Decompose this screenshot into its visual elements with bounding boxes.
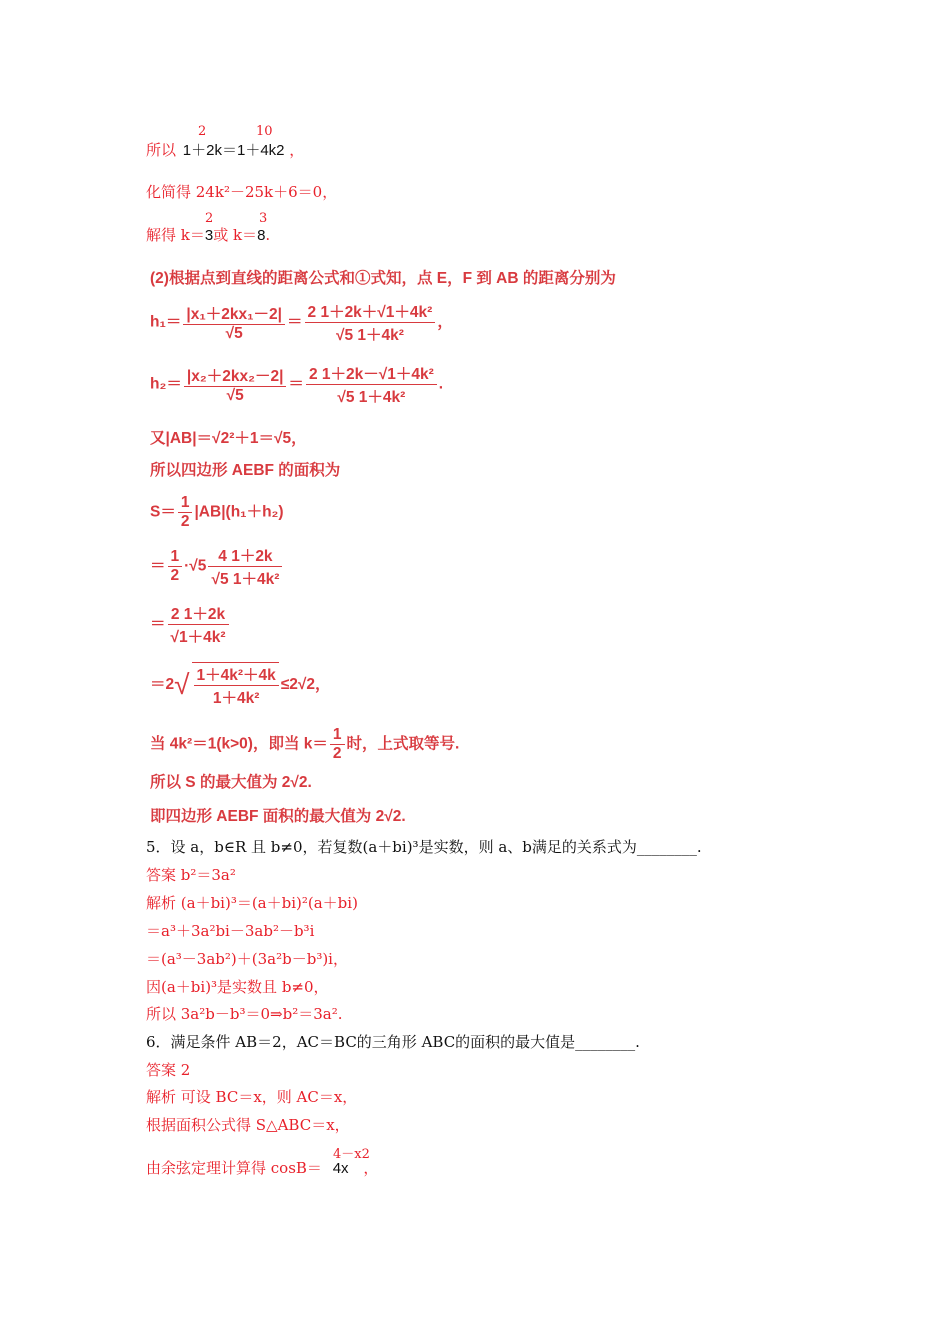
equation-expr: 1＋2k＝1＋4k2 [182, 142, 285, 159]
fraction-numerator: 10 [256, 124, 273, 139]
half-num: 1 [168, 548, 183, 567]
fraction-numerator: 3 [259, 211, 268, 226]
fraction-denominator: 8 [257, 227, 266, 244]
max-value-1: 所以 S 的最大值为 2√2. [150, 774, 312, 791]
half-num: 1 [178, 494, 193, 513]
equality-condition [150, 726, 459, 763]
s4-fraction [192, 662, 279, 708]
q6-answer: 答案 2 [146, 1061, 191, 1079]
h2-equation [150, 362, 443, 407]
half-num: 1 [330, 726, 345, 745]
h2-lhs: h₂＝ [150, 375, 182, 393]
fraction-numerator: 4－x2 [333, 1147, 370, 1162]
s2-numerator: 4 1＋2k [208, 544, 282, 567]
q6-step-1: 根据面积公式得 S△ABC＝x， [146, 1116, 350, 1134]
h1-denominator: √5 [225, 325, 243, 342]
q6-analysis: 解析 可设 BC＝x，则 AC＝x， [146, 1088, 358, 1106]
s3-fraction [168, 602, 229, 647]
fraction-numerator: 2 [198, 124, 207, 139]
half-den: 2 [180, 513, 190, 530]
fraction-numerator: 2 [205, 211, 214, 226]
h1-numerator-2: 2 1＋2k＋√1＋4k² [305, 300, 436, 323]
equation-line [146, 140, 304, 161]
h2-fraction [184, 364, 287, 405]
h1-denominator-2: √5 1＋4k² [335, 327, 404, 344]
q5-step-4: 所以 3a²b－b³＝0⇒b²＝3a². [146, 1005, 343, 1023]
max-value-2: 即四边形 AEBF 面积的最大值为 2√2. [150, 808, 406, 825]
q5-analysis: 解析 (a＋bi)³＝(a＋bi)²(a＋bi) [146, 894, 358, 912]
half-den: 2 [332, 745, 342, 762]
s1-lhs: S＝ [150, 503, 176, 521]
s2-lhs: ＝ [150, 557, 166, 575]
solution-prefix: 解得 k＝ [146, 226, 205, 244]
question-5: 5．设 a，b∈R 且 b≠0，若复数(a＋bi)³是实数，则 a、b满足的关系式为________. [146, 838, 702, 856]
equals-sign: ＝ [287, 313, 303, 331]
s4-numerator: 1＋4k²＋4k [194, 663, 279, 686]
fraction-denominator: 4x [332, 1160, 349, 1177]
s3-lhs: ＝ [150, 615, 166, 633]
equals-sign: ＝ [288, 375, 304, 393]
h1-end: ， [437, 313, 453, 331]
fraction-denominator: 3 [204, 227, 214, 244]
q6-step2-suffix: ， [363, 1159, 379, 1177]
h2-fraction-2 [306, 362, 437, 407]
solution-suffix: . [265, 226, 271, 244]
eq-cond-pre: 当 4k²＝1(k>0)，即当 k＝ [150, 735, 328, 753]
half-fraction [168, 548, 183, 585]
s2-fraction [208, 544, 282, 589]
s3-denominator: √1＋4k² [170, 629, 226, 646]
solution-line [146, 225, 270, 246]
h1-equation [150, 300, 453, 345]
area-line-3 [150, 602, 231, 647]
eq-cond-post: 时，上式取等号. [346, 735, 460, 753]
half-fraction [178, 494, 193, 531]
half-fraction [330, 726, 345, 763]
s4-denominator: 1＋4k² [212, 690, 260, 707]
simplified-equation: 化简得 24k²－25k＋6＝0， [146, 183, 338, 201]
h2-numerator: |x₂＋2kx₂－2| [184, 364, 287, 387]
q5-step-3: 因(a＋bi)³是实数且 b≠0， [146, 978, 329, 996]
area-line-1 [150, 494, 284, 531]
q5-step-1: ＝a³＋3a²bi－3ab²－b³i [146, 922, 315, 940]
s4-lhs: ＝2 [150, 676, 175, 694]
half-den: 2 [170, 567, 180, 584]
h1-fraction [183, 302, 285, 343]
area-line-2 [150, 544, 284, 589]
ab-length: 又|AB|＝√2²＋1＝√5， [150, 430, 307, 447]
h1-lhs: h₁＝ [150, 313, 182, 331]
h1-numerator: |x₁＋2kx₁－2| [183, 302, 285, 325]
s1-rest: |AB|(h₁＋h₂) [194, 503, 284, 521]
q6-step2-prefix: 由余弦定理计算得 cosB＝ [146, 1159, 322, 1177]
area-line-4 [150, 662, 331, 708]
solution-mid: 或 k＝ [213, 226, 258, 244]
h2-denominator-2: √5 1＋4k² [337, 389, 406, 406]
part2-intro: (2)根据点到直线的距离公式和①式知，点 E，F 到 AB 的距离分别为 [150, 270, 616, 287]
h2-numerator-2: 2 1＋2k－√1＋4k² [306, 362, 437, 385]
h1-fraction-2 [305, 300, 436, 345]
q5-step-2: ＝(a³－3ab²)＋(3a²b－b³)i， [146, 950, 348, 968]
h2-end: . [438, 375, 444, 393]
s4-rest: ≤2√2， [280, 676, 331, 694]
h2-denominator: √5 [226, 387, 244, 404]
area-intro: 所以四边形 AEBF 的面积为 [150, 462, 341, 479]
s2-mid: ·√5 [184, 557, 207, 575]
q6-step-2 [146, 1158, 378, 1179]
question-6: 6．满足条件 AB＝2，AC＝BC的三角形 ABC的面积的最大值是________. [146, 1033, 640, 1051]
s3-numerator: 2 1＋2k [168, 602, 229, 625]
s2-denominator: √5 1＋4k² [211, 571, 280, 588]
q5-answer: 答案 b²＝3a² [146, 866, 236, 884]
sqrt-icon: √ [174, 669, 190, 700]
line-prefix: 所以 [146, 141, 177, 159]
line-suffix: ， [289, 141, 305, 159]
